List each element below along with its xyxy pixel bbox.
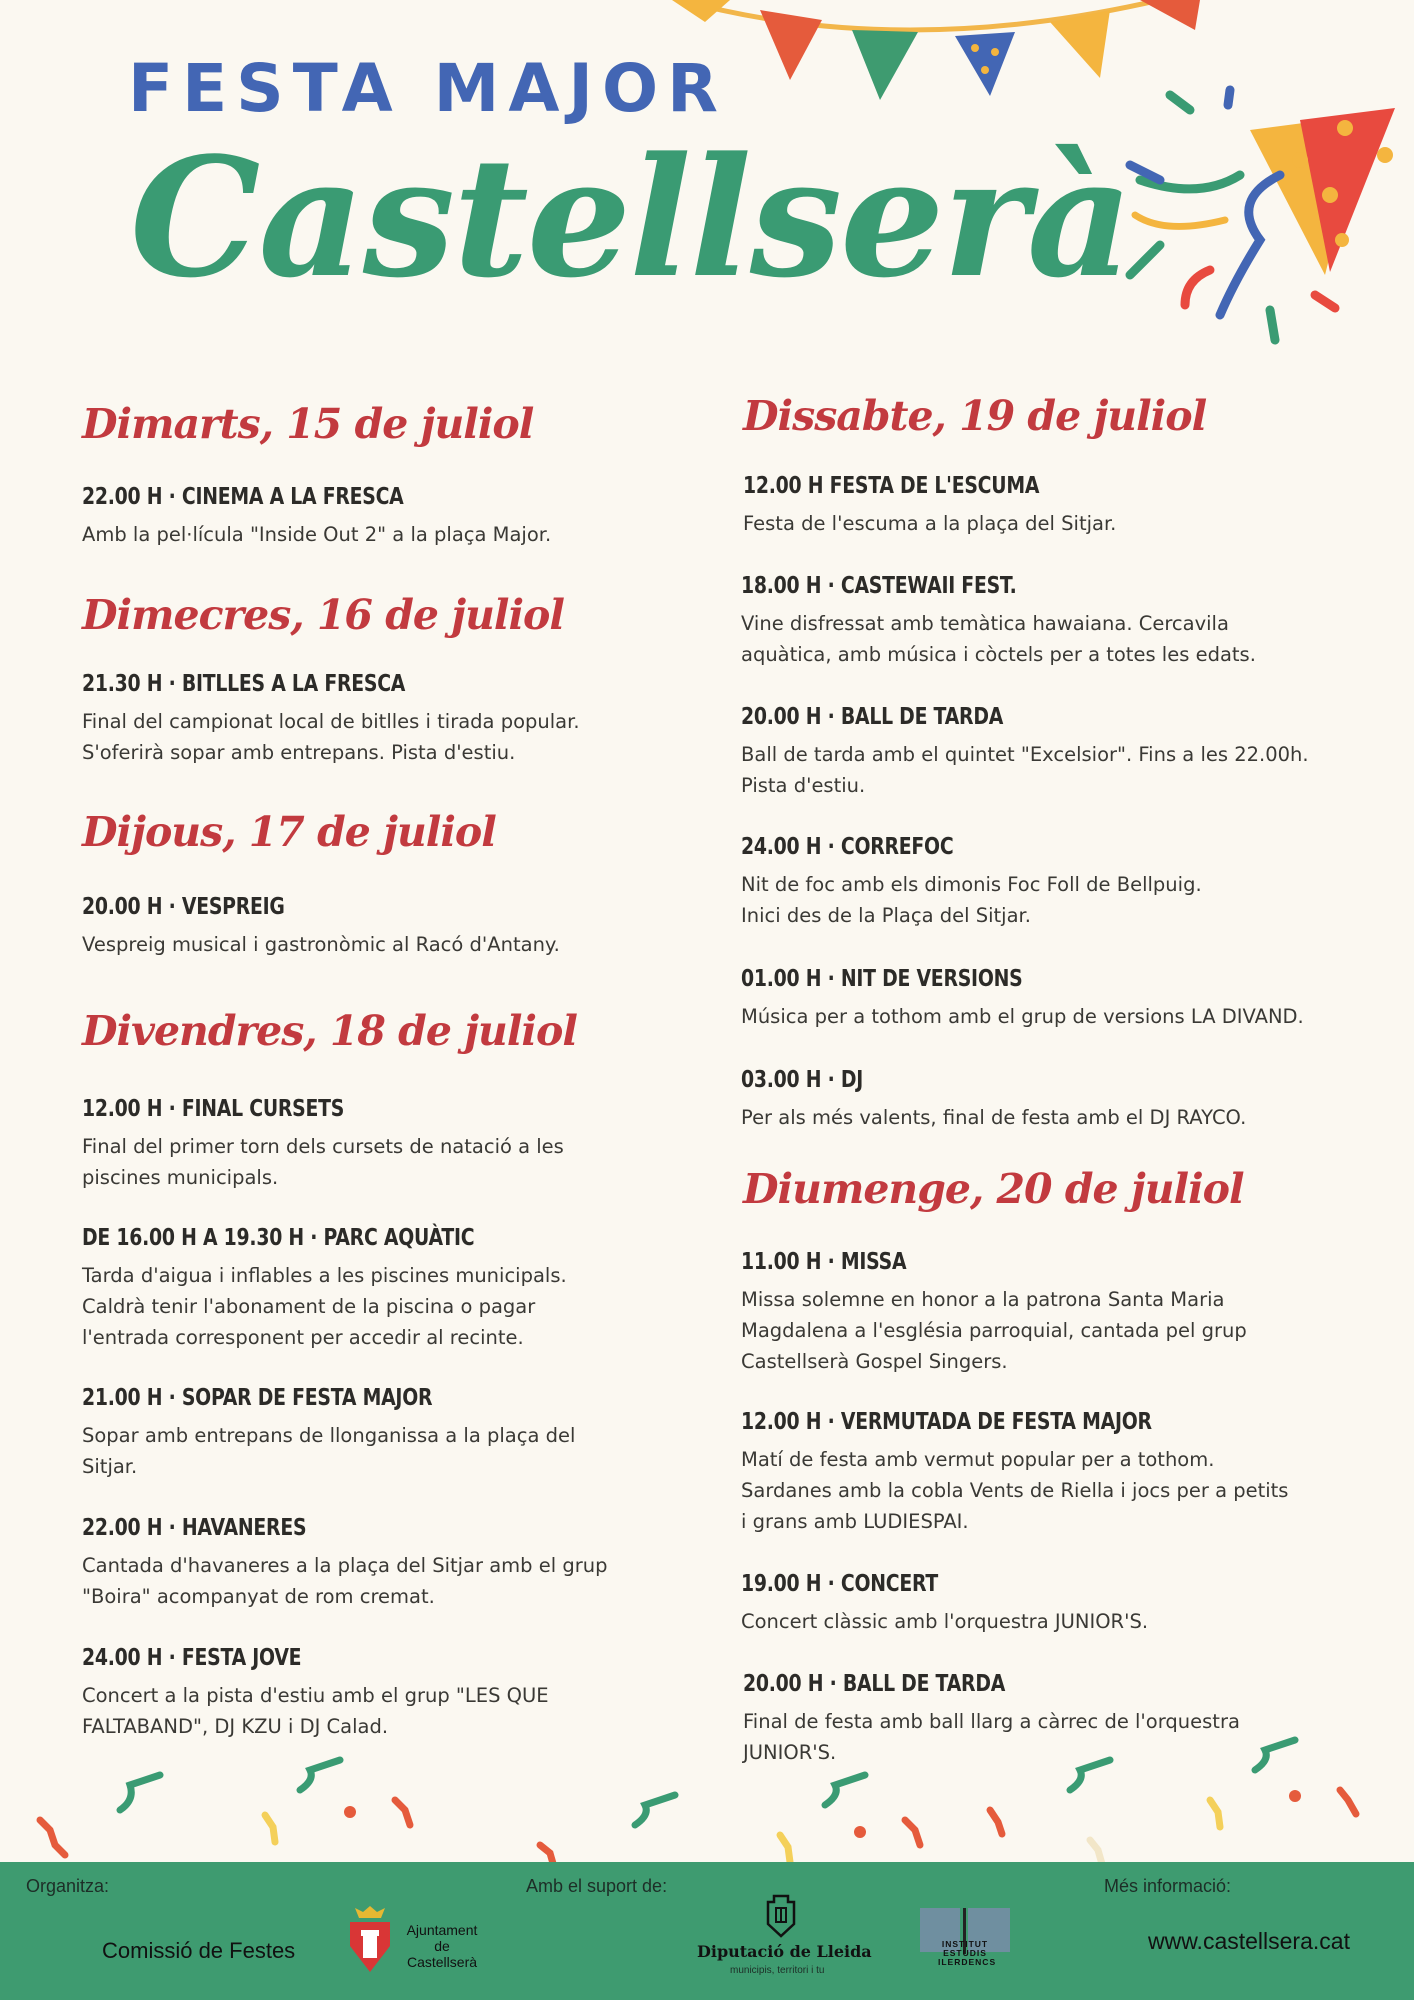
event-item — [82, 483, 672, 550]
event-description: Final del primer torn dels cursets de natació a les piscines municipals. — [82, 1135, 564, 1189]
event-item — [741, 965, 1331, 1032]
event-description: Final de festa amb ball llarg a càrrec de l'orquestra JUNIOR'S. — [743, 1710, 1240, 1764]
event-description: Nit de foc amb els dimonis Foc Foll de Bellpuig. Inici des de la Plaça del Sitjar. — [741, 873, 1202, 927]
header-town-name: Castellserà — [130, 121, 1132, 314]
event-item — [82, 1224, 672, 1353]
event-item — [741, 1248, 1331, 1377]
iei-logo — [920, 1908, 1010, 1967]
organitza-label: Organitza: — [26, 1876, 110, 1896]
diputacio-tagline: municipis, territori i tu — [730, 1965, 825, 1976]
event-item — [82, 1514, 672, 1612]
event-description: Ball de tarda amb el quintet "Excelsior". Fins a les 22.00h. Pista d'estiu. — [741, 743, 1309, 797]
event-title: 12.00 H · FINAL CURSETS — [82, 1096, 345, 1122]
footer-bar — [0, 1862, 1414, 2000]
event-item — [741, 1066, 1331, 1133]
event-description: Amb la pel·lícula "Inside Out 2" a la plaça Major. — [82, 523, 552, 546]
event-description: Matí de festa amb vermut popular per a tothom. Sardanes amb la cobla Vents de Riella i jocs per a petits i grans amb LUDIESPAI. — [741, 1448, 1289, 1533]
event-description: Cantada d'havaneres a la plaça del Sitjar amb el grup "Boira" acompanyat de rom cremat. — [82, 1554, 608, 1608]
event-title: 19.00 H · CONCERT — [741, 1571, 939, 1597]
event-item — [82, 1384, 672, 1482]
event-item — [741, 1570, 1331, 1637]
event-title: 22.00 H · CINEMA A LA FRESCA — [82, 484, 404, 510]
event-description: Vine disfressat amb temàtica hawaiana. Cercavila aquàtica, amb música i còctels per a totes les edats. — [741, 612, 1256, 666]
event-description: Música per a tothom amb el grup de versions LA DIVAND. — [741, 1005, 1304, 1028]
iei-name: INSTITUT ESTUDIS ILERDENCS — [938, 1939, 997, 1967]
event-title: 18.00 H · CASTEWAII FEST. — [741, 573, 1017, 599]
event-item — [743, 472, 1333, 539]
event-item — [82, 1095, 672, 1193]
website-link[interactable]: www.castellsera.cat — [1148, 1928, 1350, 1954]
comissio-de-festes: Comissió de Festes — [102, 1938, 296, 1963]
ajuntament-name: Ajuntament de Castellserà — [406, 1922, 478, 1970]
header-festa-major: FESTA MAJOR — [128, 50, 727, 127]
event-item — [741, 703, 1331, 801]
event-description: Sopar amb entrepans de llonganissa a la plaça del Sitjar. — [82, 1424, 576, 1478]
event-description: Concert a la pista d'estiu amb el grup "LES QUE FALTABAND", DJ KZU i DJ Calad. — [82, 1684, 549, 1738]
day-heading: Divendres, 18 de juliol — [82, 1007, 577, 1055]
event-item — [82, 670, 672, 768]
diputacio-name: Diputació de Lleida — [697, 1942, 872, 1961]
event-description: Tarda d'aigua i inflables a les piscines municipals. Caldrà tenir l'abonament de la piscina o pagar l'entrada corresponent per accedir al recinte. — [82, 1264, 567, 1349]
info-label: Més informació: — [1104, 1876, 1232, 1896]
event-title: 12.00 H · VERMUTADA DE FESTA MAJOR — [741, 1409, 1152, 1435]
diputacio-crest-icon — [762, 1894, 800, 1938]
confetti-dots — [344, 1790, 1301, 1838]
event-item — [82, 1644, 672, 1742]
event-title: 20.00 H · VESPREIG — [82, 894, 285, 920]
event-title: 01.00 H · NIT DE VERSIONS — [741, 966, 1023, 992]
event-title: 24.00 H · CORREFOC — [741, 834, 954, 860]
event-description: Festa de l'escuma a la plaça del Sitjar. — [743, 512, 1117, 535]
event-description: Per als més valents, final de festa amb el DJ RAYCO. — [741, 1106, 1247, 1129]
event-title: 21.30 H · BITLLES A LA FRESCA — [82, 671, 406, 697]
event-description: Missa solemne en honor a la patrona Santa Maria Magdalena a l'església parroquial, cantada pel grup Castellserà Gospel Singers. — [741, 1288, 1247, 1373]
event-description: Final del campionat local de bitlles i tirada popular. S'oferirà sopar amb entrepans. Pista d'estiu. — [82, 710, 580, 764]
event-title: 11.00 H · MISSA — [741, 1249, 907, 1275]
suport-label: Amb el suport de: — [526, 1876, 668, 1896]
event-description: Concert clàssic amb l'orquestra JUNIOR'S. — [741, 1610, 1149, 1633]
day-heading: Diumenge, 20 de juliol — [743, 1165, 1244, 1213]
event-item — [82, 893, 672, 960]
event-description: Vespreig musical i gastronòmic al Racó d'Antany. — [82, 933, 560, 956]
day-heading: Dijous, 17 de juliol — [82, 808, 496, 856]
day-heading: Dimarts, 15 de juliol — [82, 400, 534, 448]
event-item — [741, 833, 1331, 931]
day-heading: Dissabte, 19 de juliol — [743, 392, 1207, 440]
ajuntament-shield-icon — [345, 1906, 395, 1976]
event-item — [741, 1408, 1331, 1537]
event-title: 12.00 H FESTA DE L'ESCUMA — [743, 473, 1040, 499]
event-title: DE 16.00 H A 19.30 H · PARC AQUÀTIC — [82, 1225, 475, 1251]
day-heading: Dimecres, 16 de juliol — [82, 591, 564, 639]
party-popper-icon — [1130, 90, 1395, 340]
event-title: 24.00 H · FESTA JOVE — [82, 1645, 302, 1671]
event-title: 22.00 H · HAVANERES — [82, 1515, 307, 1541]
event-item — [741, 572, 1331, 670]
event-title: 03.00 H · DJ — [741, 1067, 864, 1093]
event-title: 20.00 H · BALL DE TARDA — [743, 1671, 1006, 1697]
event-item — [743, 1670, 1333, 1768]
event-title: 20.00 H · BALL DE TARDA — [741, 704, 1004, 730]
event-title: 21.00 H · SOPAR DE FESTA MAJOR — [82, 1385, 433, 1411]
